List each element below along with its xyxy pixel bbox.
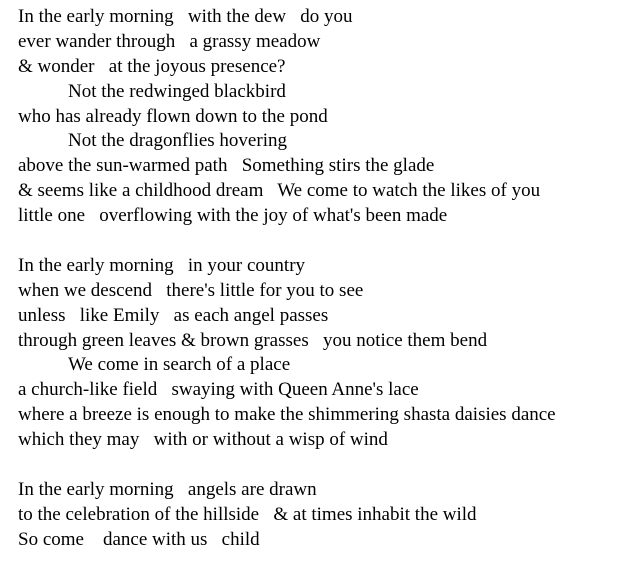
- poem-line: In the early morning angels are drawn: [18, 478, 317, 500]
- poem-line-indented: Not the redwinged blackbird: [68, 80, 286, 102]
- poem-line: ever wander through a grassy meadow: [18, 30, 321, 52]
- poem-line: & seems like a childhood dream We come to watch the likes of you: [18, 180, 541, 202]
- poem-line: above the sun-warmed path Something stirs the glade: [18, 155, 435, 177]
- poem-line-indented: Not the dragonflies hovering: [68, 130, 287, 152]
- poem-line: So come dance with us child: [18, 528, 260, 550]
- stanza-2: [18, 254, 556, 453]
- poem-line: where a breeze is enough to make the shimmering shasta daisies dance: [18, 404, 556, 426]
- stanza-3: [18, 478, 556, 553]
- poem-line: In the early morning with the dew do you: [18, 6, 353, 27]
- poem-line: little one overflowing with the joy of what's been made: [18, 205, 448, 227]
- stanza-1: [18, 5, 556, 229]
- poem-line: a church-like field swaying with Queen Anne's lace: [18, 379, 419, 401]
- poem-line: unless like Emily as each angel passes: [18, 304, 329, 326]
- poem-line: to the celebration of the hillside & at times inhabit the wild: [18, 503, 477, 525]
- poem-line: through green leaves & brown grasses you notice them bend: [18, 329, 488, 351]
- poem-line: which they may with or without a wisp of wind: [18, 429, 388, 451]
- poem-line: & wonder at the joyous presence?: [18, 55, 286, 77]
- poem-line-indented: We come in search of a place: [68, 354, 291, 376]
- poem-text: [18, 5, 556, 553]
- poem-line: In the early morning in your country: [18, 254, 306, 276]
- poem-line: who has already flown down to the pond: [18, 105, 328, 127]
- poem-line: when we descend there's little for you to see: [18, 279, 364, 301]
